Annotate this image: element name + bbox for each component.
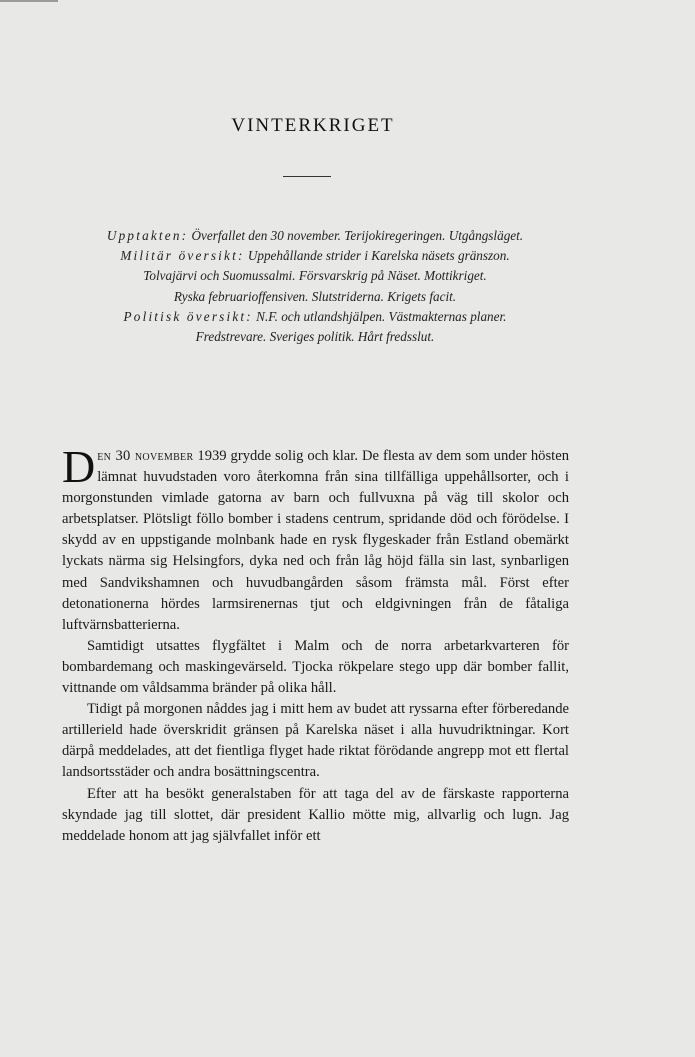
chapter-summary: [60, 226, 570, 347]
summary-line: [60, 266, 570, 286]
chapter-title: VINTERKRIGET: [231, 115, 395, 136]
paragraph: Efter att ha besökt generalstaben för att taga del av de färskaste rapporterna skyndade jag till slottet, där president Kallio mötte mig, allvarlig och lugn. Jag meddelade honom att jag självfallet inför ett: [62, 785, 569, 844]
summary-line-text: Fredstrevare. Sveriges politik. Hårt fredsslut.: [195, 329, 435, 345]
summary-section-label: Militär översikt:: [120, 248, 245, 264]
drop-cap: D: [62, 441, 96, 492]
paragraph-text: 1939 grydde solig och klar. De flesta av dem som under hösten lämnat huvudstaden voro återkomna från sina tillfälliga uppehållsorter, och i morgonstunden vimlade gatorna av barn och fullvuxna på väg till skolor och arbetsplatser. Plötsligt föllo bomber i stadens centrum, spridande död och förödelse. I skydd av en uppstigande molnbank hade en rysk flygeskader från Estland obemärkt lyckats närma sig Helsingfors, dyka ned och från låg höjd fälla sin last, synbarligen med Sandvikshamnen och huvudbangården såsom främsta mål. Först efter detonationerna hördes larmsirenernas tjut och eldgivningen från de fåtaliga luftvärnsbatterierna.: [62, 448, 569, 633]
summary-line: [60, 246, 570, 266]
summary-line-text: Uppehållande strider i Karelska näsets gränszon.: [244, 248, 510, 264]
scan-corner-mark: [0, 0, 58, 2]
summary-section-label: Politisk översikt:: [123, 308, 253, 324]
summary-line: [60, 226, 570, 246]
summary-line: [60, 307, 570, 327]
summary-line-text: N.F. och utlandshjälpen. Västmakternas planer.: [252, 308, 507, 324]
summary-line: [60, 327, 570, 347]
paragraph: Tidigt på morgonen nåddes jag i mitt hem av budet att ryssarna efter förberedande artillerield hade överskridit gränsen på Karelska näset i alla huvudriktningar. Kort därpå meddelades, att det fientliga flyget hade riktat förödande angrepp mot ett flertal landsortsstäder och andra bosättningscentra.: [62, 701, 569, 781]
body-text: [62, 441, 569, 847]
paragraph-first: [62, 441, 569, 636]
summary-line-text: Överfallet den 30 november. Terijokiregeringen. Utgångsläget.: [188, 228, 524, 243]
title-divider: [283, 176, 331, 177]
summary-line: [60, 287, 570, 307]
summary-line-text: Tolvajärvi och Suomussalmi. Försvarskrig på Näset. Mottikriget.: [143, 268, 487, 284]
summary-line-text: Ryska februarioffensiven. Slutstriderna. Krigets facit.: [173, 288, 457, 304]
summary-section-label: Upptakten:: [106, 228, 189, 243]
paragraph: Samtidigt utsattes flygfältet i Malm och de norra arbetarkvarteren för bombardemang och maskingevärseld. Tjocka rökpelare stego upp där bomber fallit, vittnande om våldsamma bränder på olika håll.: [62, 637, 569, 697]
opening-small-caps: en 30 november: [97, 448, 194, 464]
